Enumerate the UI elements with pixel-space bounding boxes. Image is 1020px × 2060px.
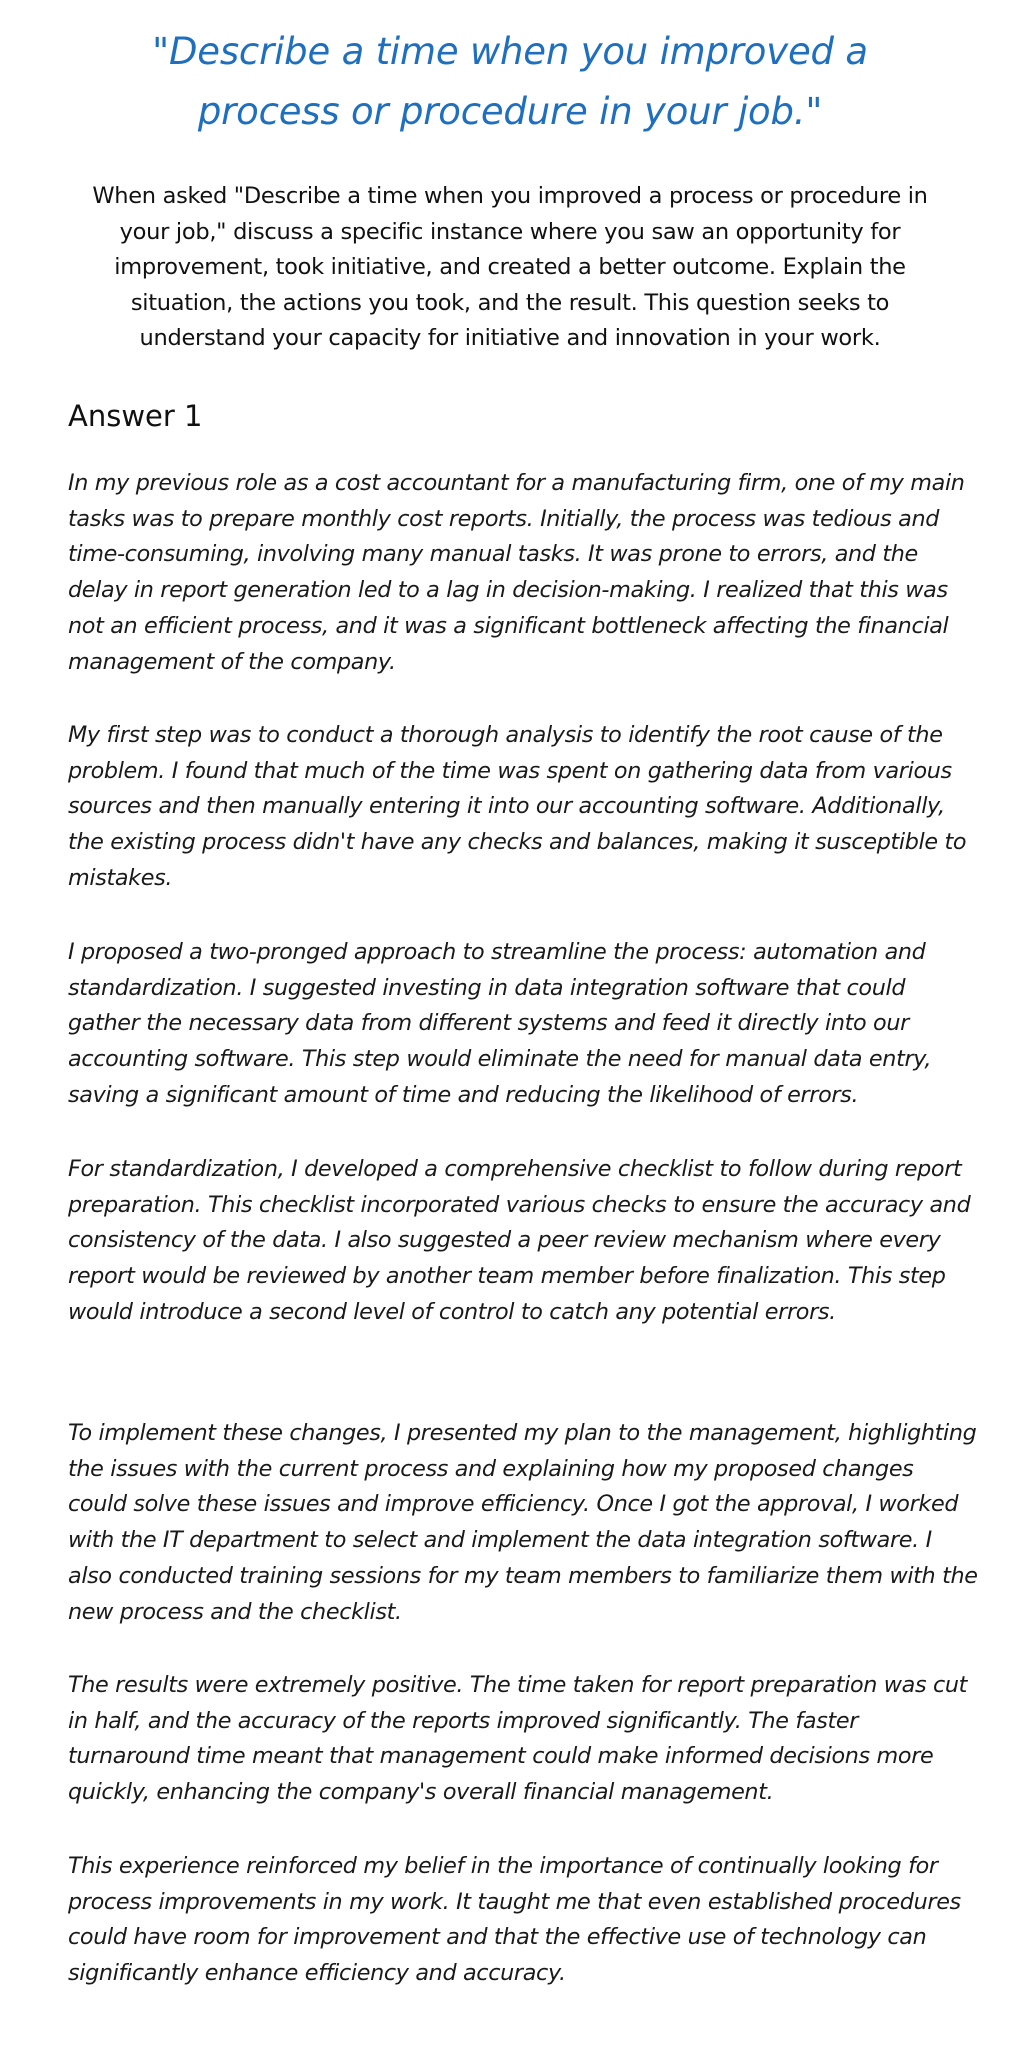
answer-heading: Answer 1 [68, 399, 203, 433]
answer-paragraph: I proposed a two-pronged approach to streamline the process: automation and standardization. I suggested investing in data integration software that could gather the necessary data from different systems and feed it directly into our accounting software. This step would eliminate the need for manual data entry, saving a significant amount of time and reducing the likelihood of errors. [68, 939, 932, 1108]
answer-paragraph: The results were extremely positive. The time taken for report preparation was cut in half, and the accuracy of the reports improved significantly. The faster turnaround time meant that management could make informed decisions more quickly, enhancing the company's overall financial management. [68, 1672, 968, 1806]
answer-paragraph: To implement these changes, I presented my plan to the management, highlighting the issues with the current process and explaining how my proposed changes could solve these issues and improve efficiency. Once I got the approval, I worked with the IT department to select and implement the data integration software. I also conducted training sessions for my team members to familiarize them with the new process and the checklist. [68, 1420, 978, 1625]
intro-paragraph: When asked "Describe a time when you improved a process or procedure in your job," discuss a specific instance where you saw an opportunity for improvement, took initiative, and created a better outcome. Explain the situation, the actions you took, and the result. This question seeks to understand your capacity for initiative and innovation in your work. [92, 183, 928, 351]
answer-paragraph: For standardization, I developed a comprehensive checklist to follow during report preparation. This checklist incorporated various checks to ensure the accuracy and consistency of the data. I also suggested a peer review mechanism where every report would be reviewed by another team member before finalization. This step would introduce a second level of control to catch any potential errors. [68, 1156, 971, 1325]
page-title-line-1: "Describe a time when you improved a [152, 30, 868, 73]
page-title [60, 22, 960, 142]
answer-paragraph: This experience reinforced my belief in the importance of continually looking for process improvements in my work. It taught me that even established procedures could have room for improvement and that the effective use of technology can significantly enhance efficiency and accuracy. [68, 1853, 961, 1987]
answer-paragraph: In my previous role as a cost accountant for a manufacturing firm, one of my main tasks was to prepare monthly cost reports. Initially, the process was tedious and time-consuming, involving many manual tasks. It was prone to errors, and the delay in report generation led to a lag in decision-making. I realized that this was not an efficient process, and it was a significant bottleneck affecting the financial management of the company. [68, 470, 965, 675]
answer-paragraph: My first step was to conduct a thorough analysis to identify the root cause of the problem. I found that much of the time was spent on gathering data from various sources and then manually entering it into our accounting software. Additionally, the existing process didn't have any checks and balances, making it susceptible to mistakes. [68, 722, 967, 891]
page-title-line-2: process or procedure in your job." [197, 90, 823, 133]
